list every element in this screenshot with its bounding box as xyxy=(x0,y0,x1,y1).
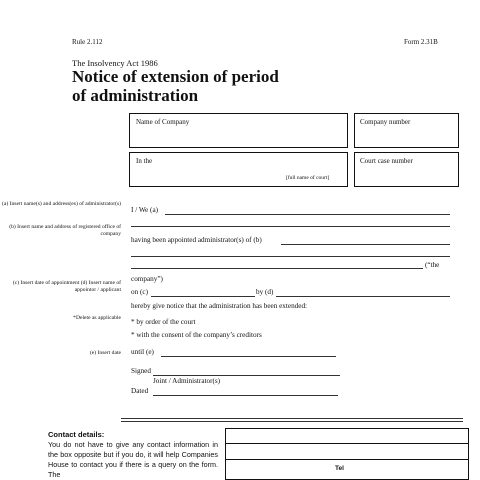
hereby-notice-text: hereby give notice that the administration has been extended: xyxy=(131,302,308,310)
in-the-label: In the xyxy=(136,157,153,165)
option-court-order[interactable]: * by order of the court xyxy=(131,318,196,326)
separator-line-top xyxy=(121,418,463,419)
by-d-label: by (d) xyxy=(256,288,274,296)
full-name-court-hint: [full name of court] xyxy=(286,175,330,181)
company-name-box[interactable] xyxy=(129,113,348,148)
i-we-label: I / We (a) xyxy=(131,206,159,214)
appointor-field[interactable] xyxy=(276,296,450,297)
having-been-label: having been appointed administrator(s) of (b) xyxy=(131,236,262,244)
joint-administrator-label: Joint / Administrator(s) xyxy=(153,377,221,385)
court-name-box[interactable] xyxy=(129,152,348,187)
court-case-number-label: Court case number xyxy=(360,157,413,165)
administrator-name-field[interactable] xyxy=(165,214,450,215)
rule-number: Rule 2.112 xyxy=(72,38,103,46)
company-number-label: Company number xyxy=(360,118,411,126)
extension-date-field[interactable] xyxy=(161,356,336,357)
note-delete: *Delete as applicable xyxy=(73,315,121,321)
note-b: (b) Insert name and address of registered office of company xyxy=(9,224,121,237)
court-case-number-box[interactable] xyxy=(354,152,459,187)
signed-label: Signed xyxy=(131,367,151,375)
contact-address-field[interactable] xyxy=(225,444,469,460)
note-a: (a) Insert name(s) and address(es) of administrator(s) xyxy=(2,201,121,207)
option-creditors-consent[interactable]: * with the consent of the company’s creditors xyxy=(131,331,262,339)
on-c-label: on (c) xyxy=(131,288,148,296)
note-e: (e) Insert date xyxy=(89,350,121,356)
contact-tel-field[interactable] xyxy=(225,460,469,480)
note-cd: (c) Insert date of appointment (d) Insert name of appointor / applicant xyxy=(12,280,121,293)
administrator-address-field[interactable] xyxy=(131,226,450,227)
until-e-label: until (e) xyxy=(131,348,154,356)
contact-body: You do not have to give any contact information in the box opposite but if you do, it will help Companies House to contact you if there is a query on the form. The xyxy=(48,440,218,479)
contact-title: Contact details: xyxy=(48,430,105,439)
appointment-date-field[interactable] xyxy=(151,296,255,297)
form-title-line1: Notice of extension of period xyxy=(72,67,279,86)
company-name-field[interactable] xyxy=(281,244,450,245)
tel-label: Tel xyxy=(335,465,344,472)
company-quote-text: company”) xyxy=(131,275,163,283)
form-number: Form 2.31B xyxy=(404,38,438,46)
contact-name-field[interactable] xyxy=(225,428,469,444)
the-quote-text: (“the xyxy=(425,261,440,269)
company-number-box[interactable] xyxy=(354,113,459,148)
separator-line-bottom xyxy=(121,421,463,422)
act-name: The Insolvency Act 1986 xyxy=(72,58,158,68)
date-field[interactable] xyxy=(153,395,338,396)
dated-label: Dated xyxy=(131,387,149,395)
form-title-line2: of administration xyxy=(72,86,199,105)
registered-office-field-2[interactable] xyxy=(131,268,423,269)
registered-office-field[interactable] xyxy=(131,256,450,257)
company-name-label: Name of Company xyxy=(136,118,190,126)
signature-field[interactable] xyxy=(153,375,340,376)
